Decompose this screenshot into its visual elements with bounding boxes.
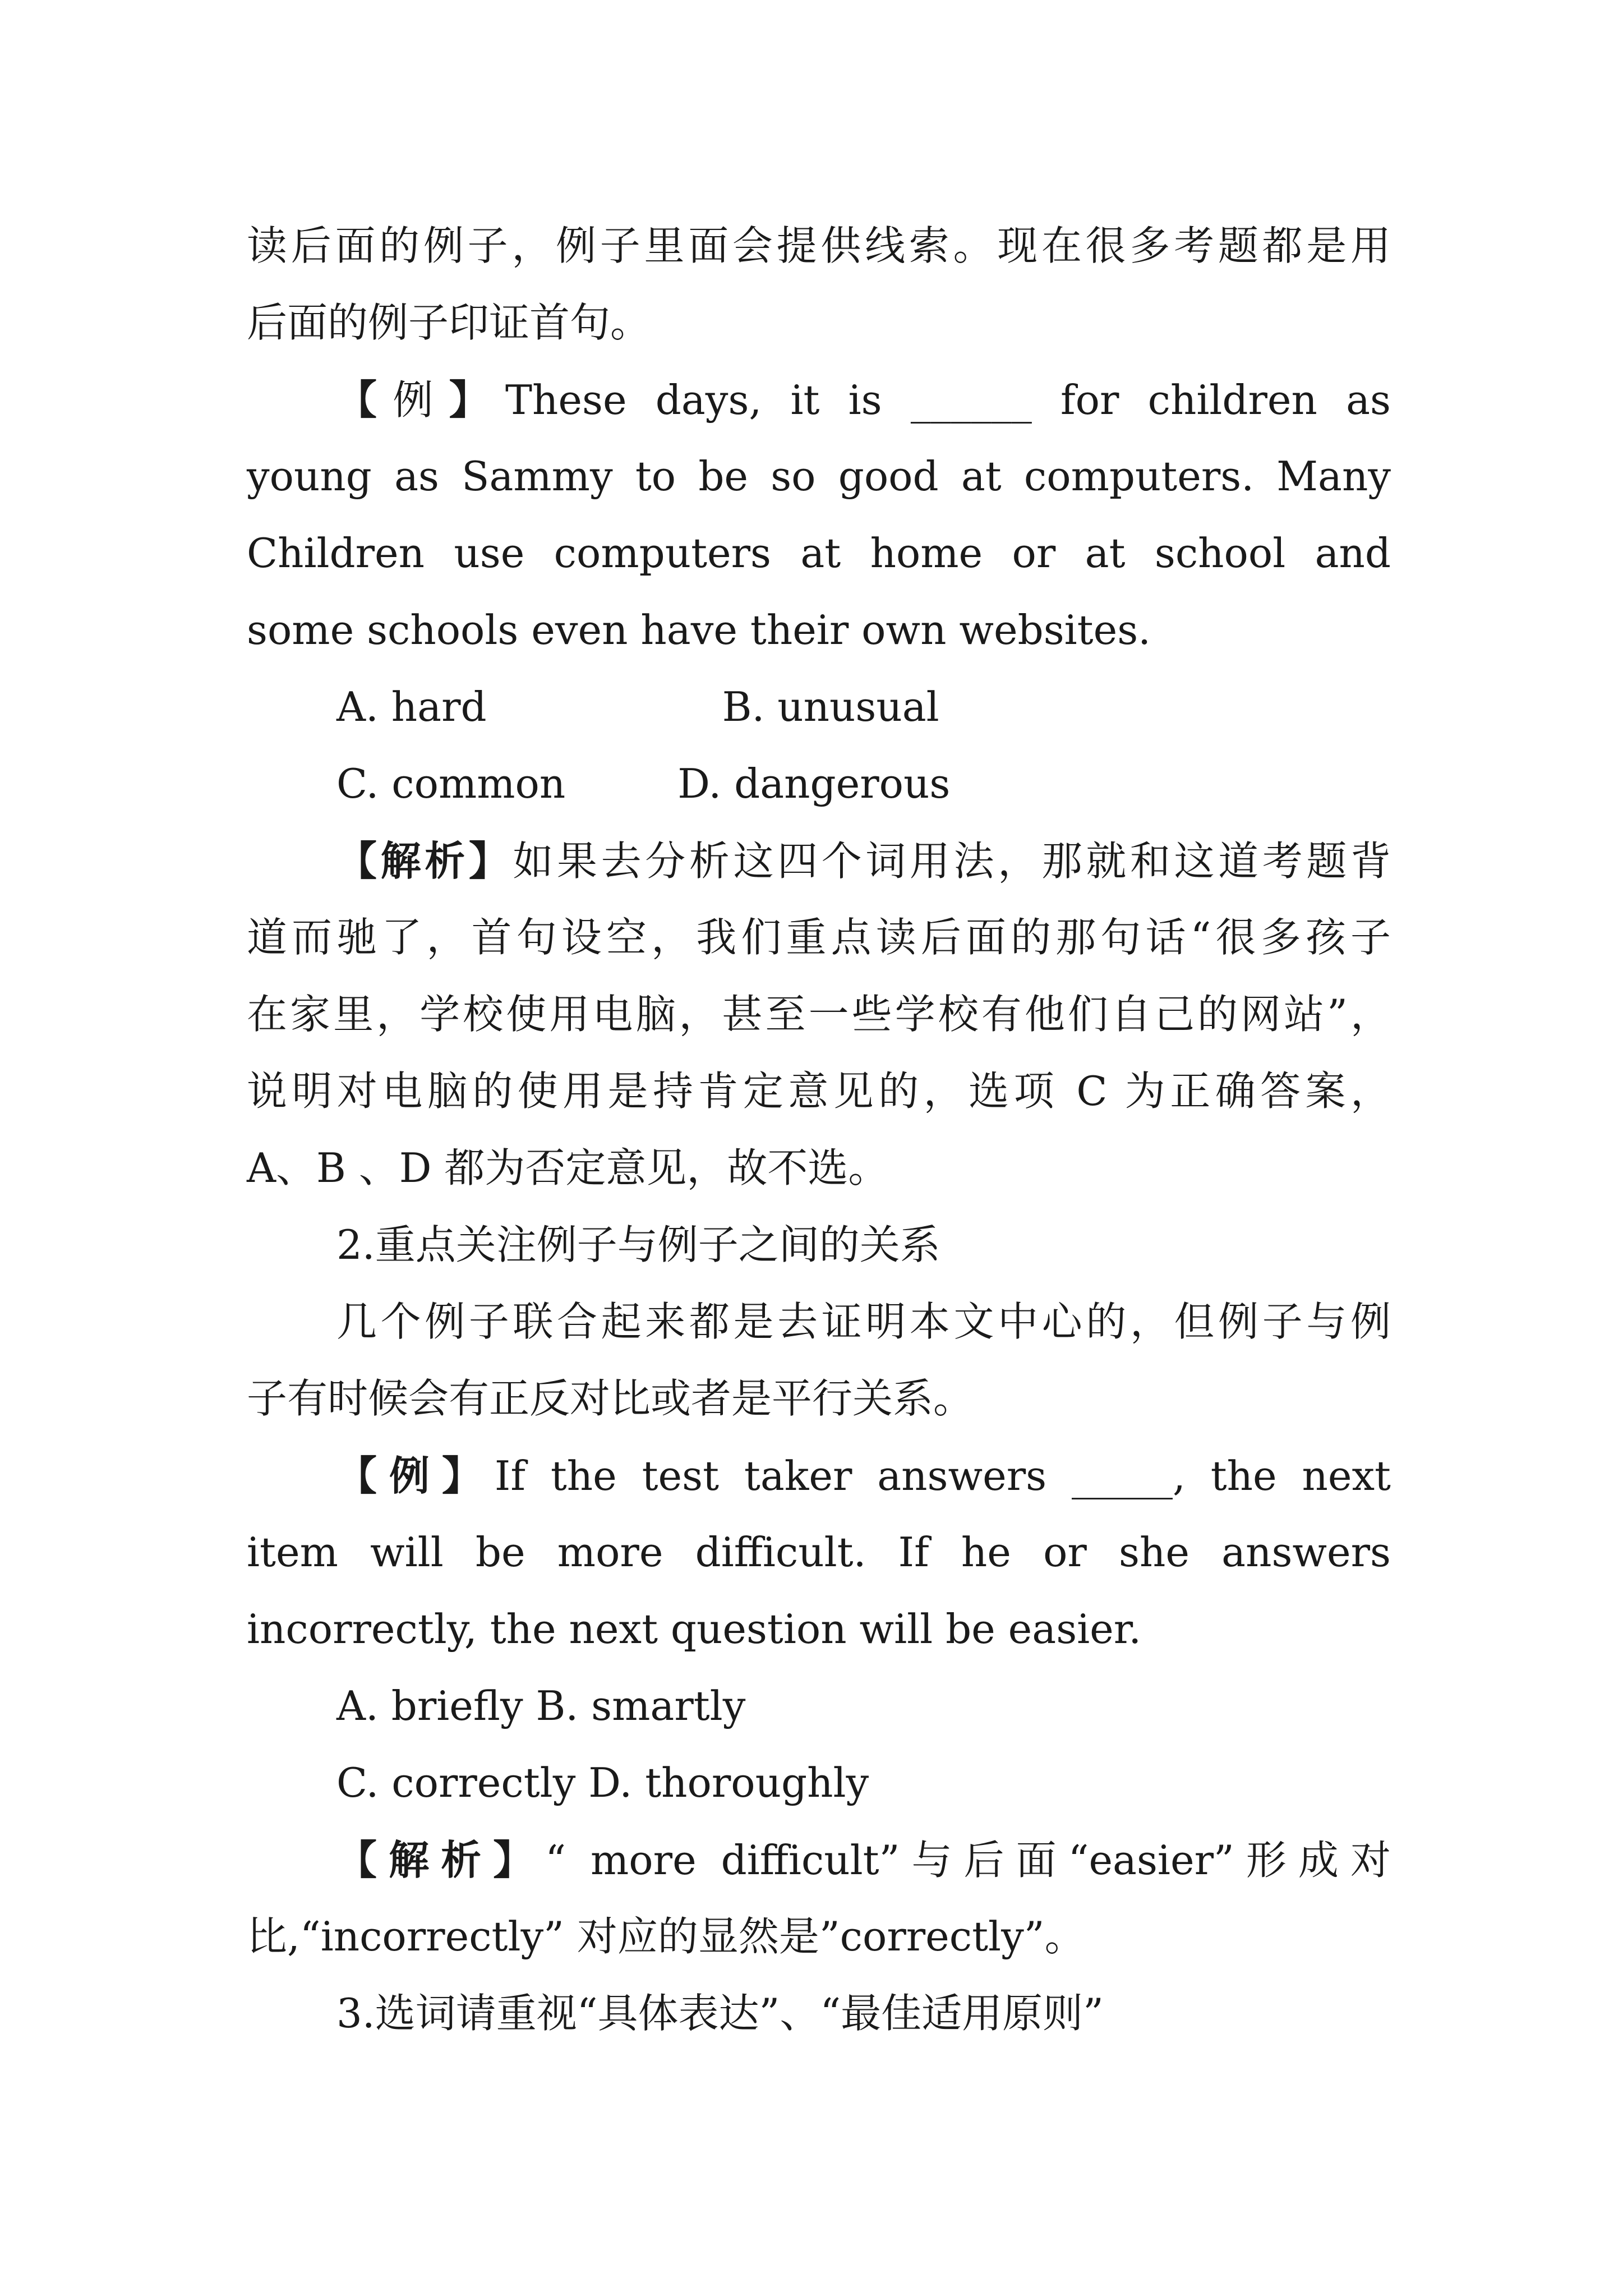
option-a: A. hard [336, 683, 487, 730]
paragraph-line: 几个例子联合起来都是去证明本文中心的，但例子与例 [336, 1298, 1391, 1345]
option-d: D. dangerous [677, 760, 951, 807]
example-line: Children use computers at home or at school and [247, 530, 1391, 577]
example-text: If the test taker answers _____, the next [494, 1452, 1391, 1499]
section-heading: 2.重点关注例子与例子之间的关系 [336, 1221, 940, 1268]
example-tag: 例 [393, 376, 449, 424]
example-line: some schools even have their own websites. [247, 606, 1151, 654]
analysis-label: 【解析】 [336, 837, 513, 885]
analysis-line: 比,“incorrectly” 对应的显然是”correctly”。 [247, 1913, 1085, 1960]
paragraph-line: 读后面的例子，例子里面会提供线索。现在很多考题都是用 [247, 222, 1391, 269]
example-line: incorrectly, the next question will be easier. [247, 1605, 1142, 1653]
example-line [247, 361, 1391, 438]
section-heading: 3.选词请重视“具体表达”、“最佳适用原则” [336, 1990, 1104, 2037]
example-bracket-close: 】 [449, 376, 505, 424]
option-line: C. correctly D. thoroughly [336, 1759, 869, 1806]
option-line: A. briefly B. smartly [336, 1682, 746, 1729]
analysis-line: 道而驰了，首句设空，我们重点读后面的那句话“很多孩子 [247, 914, 1391, 961]
paragraph-line: 后面的例子印证首句。 [247, 299, 651, 346]
analysis-line: 在家里，学校使用电脑，甚至一些学校有他们自己的网站”， [247, 991, 1391, 1038]
analysis-text: 如果去分析这四个词用法，那就和这道考题背 [513, 838, 1391, 885]
analysis-label: 【解析】 [336, 1836, 546, 1884]
example-label: 【例】 [336, 1452, 495, 1499]
option-c: C. common [336, 760, 566, 807]
example-line: item will be more difficult. If he or she answers [247, 1529, 1391, 1576]
option-b: B. unusual [722, 683, 939, 730]
option-line [247, 746, 1391, 822]
example-line [247, 1437, 1391, 1514]
example-bracket-open: 【 [336, 376, 393, 424]
analysis-line: 说明对电脑的使用是持肯定意见的，选项 C 为正确答案， [247, 1068, 1391, 1115]
analysis-line: A、B 、D 都为否定意见，故不选。 [247, 1144, 889, 1191]
example-line: young as Sammy to be so good at computers. Many [247, 453, 1391, 500]
analysis-text: “ more difficult”与后面“easier”形成对 [545, 1837, 1391, 1884]
paragraph-line: 子有时候会有正反对比或者是平行关系。 [247, 1375, 974, 1422]
analysis-line [247, 822, 1391, 899]
example-text: These days, it is ______ for children as [505, 376, 1391, 424]
document-page [247, 208, 1391, 2052]
option-line [247, 669, 1391, 746]
analysis-line [247, 1821, 1391, 1898]
